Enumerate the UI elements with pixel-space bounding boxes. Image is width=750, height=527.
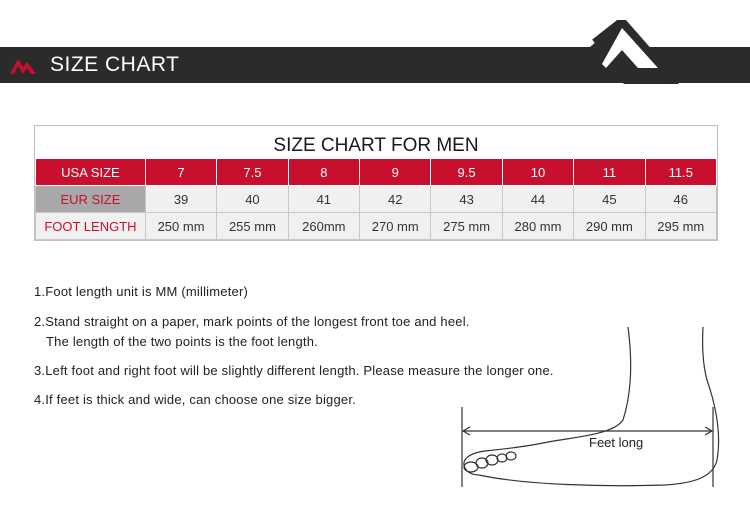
table-row-usa-size (36, 159, 717, 186)
table-cell: 39 (145, 186, 216, 213)
table-cell: 11 (574, 159, 645, 186)
table-cell: 10 (502, 159, 573, 186)
banner-chevron-decoration (560, 20, 750, 84)
table-cell: 9 (360, 159, 431, 186)
table-cell: 290 mm (574, 213, 645, 240)
table-cell: 9.5 (431, 159, 502, 186)
size-table (35, 158, 717, 240)
table-cell: 46 (645, 186, 716, 213)
row-label: USA SIZE (36, 159, 146, 186)
table-cell: 42 (360, 186, 431, 213)
table-cell: 45 (574, 186, 645, 213)
foot-measure-diagram (455, 325, 725, 490)
table-cell: 260mm (288, 213, 359, 240)
table-cell: 250 mm (145, 213, 216, 240)
table-cell: 295 mm (645, 213, 716, 240)
table-cell: 7.5 (217, 159, 288, 186)
note-3: 3.Left foot and right foot will be slightly different length. Please measure the longer one. (34, 363, 554, 378)
note-4: 4.If feet is thick and wide, can choose one size bigger. (34, 392, 356, 407)
table-cell: 7 (145, 159, 216, 186)
table-cell: 275 mm (431, 213, 502, 240)
table-cell: 11.5 (645, 159, 716, 186)
table-cell: 270 mm (360, 213, 431, 240)
table-cell: 280 mm (502, 213, 573, 240)
table-cell: 43 (431, 186, 502, 213)
table-cell: 41 (288, 186, 359, 213)
note-2: 2.Stand straight on a paper, mark points of the longest front toe and heel. (34, 314, 470, 329)
table-cell: 44 (502, 186, 573, 213)
chart-title: SIZE CHART FOR MEN (273, 135, 479, 156)
note-1: 1.Foot length unit is MM (millimeter) (34, 284, 249, 299)
size-chart (34, 125, 718, 241)
mountain-logo-icon (10, 56, 36, 74)
table-row-eur-size (36, 186, 717, 213)
feet-long-label: Feet long (589, 435, 644, 450)
table-cell: 40 (217, 186, 288, 213)
row-label: FOOT LENGTH (36, 213, 146, 240)
table-cell: 255 mm (217, 213, 288, 240)
row-label: EUR SIZE (36, 186, 146, 213)
note-2-continued: The length of the two points is the foot length. (46, 334, 318, 349)
header-title: SIZE CHART (50, 53, 180, 76)
table-cell: 8 (288, 159, 359, 186)
table-row-foot-length (36, 213, 717, 240)
